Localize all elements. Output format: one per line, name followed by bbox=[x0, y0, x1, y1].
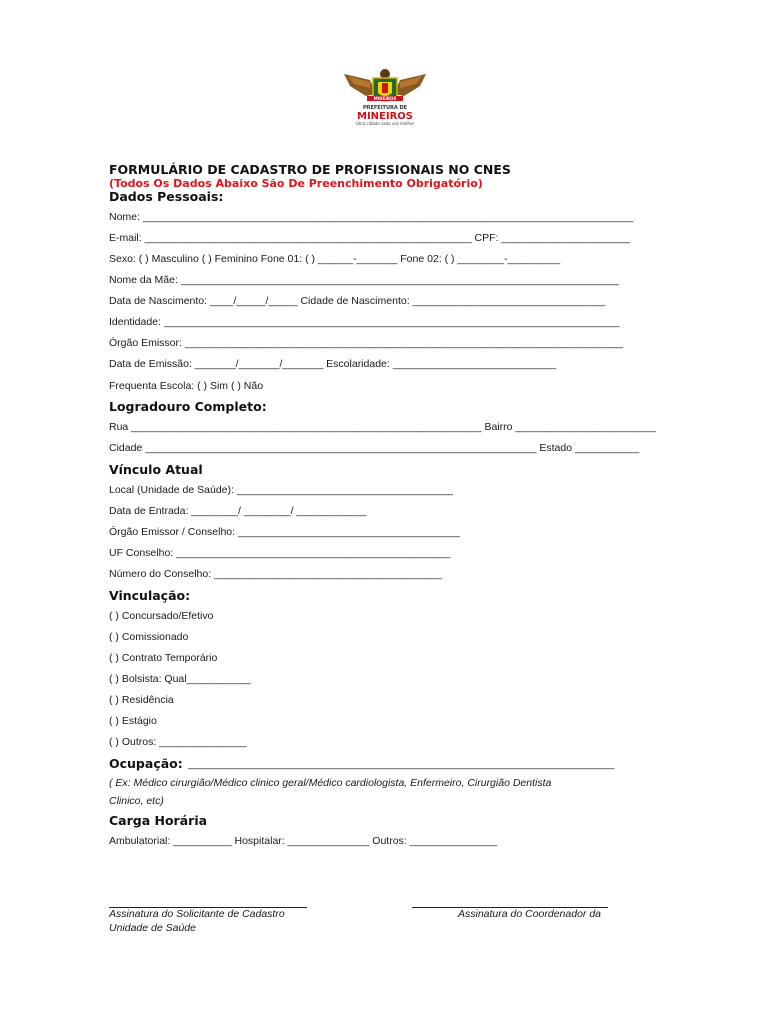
field-frequenta-escola[interactable]: Frequenta Escola: ( ) Sim ( ) Não bbox=[109, 380, 264, 392]
section-carga-horaria: Carga Horária bbox=[109, 813, 208, 828]
field-nascimento[interactable]: Data de Nascimento: ____/_____/_____ Cidade de Nascimento: _________________________________ bbox=[109, 295, 606, 307]
field-carga-horaria[interactable]: Ambulatorial: __________ Hospitalar: ______________ Outros: _______________ bbox=[109, 835, 498, 847]
field-identidade[interactable]: Identidade: ______________________________________________________________________________ bbox=[109, 316, 620, 328]
field-sexo-fones[interactable]: Sexo: ( ) Masculino ( ) Feminino Fone 01: ( ) ______-_______ Fone 02: ( ) ________-_________ bbox=[109, 253, 561, 265]
logo-caption: PREFEITURA DE bbox=[362, 105, 408, 111]
section-ocupacao: Ocupação: bbox=[109, 756, 183, 771]
field-uf-conselho[interactable]: UF Conselho: _______________________________________________ bbox=[109, 547, 451, 559]
field-nome-mae[interactable]: Nome da Mãe: ___________________________________________________________________________ bbox=[109, 274, 619, 286]
option-bolsista[interactable]: ( ) Bolsista: Qual___________ bbox=[109, 673, 251, 685]
signature-label-unidade: Unidade de Saúde bbox=[109, 922, 196, 934]
ocupacao-example-cont: Clinico, etc) bbox=[109, 795, 164, 807]
field-emissao-escolaridade[interactable]: Data de Emissão: _______/_______/_______ Escolaridade: ____________________________ bbox=[109, 358, 557, 370]
field-numero-conselho[interactable]: Número do Conselho: _______________________________________ bbox=[109, 568, 442, 580]
section-vinculacao: Vinculação: bbox=[109, 588, 191, 603]
field-orgao-conselho[interactable]: Órgão Emissor / Conselho: ______________________________________ bbox=[109, 526, 460, 538]
option-residencia[interactable]: ( ) Residência bbox=[109, 694, 174, 706]
section-dados-pessoais: Dados Pessoais: bbox=[109, 189, 224, 204]
form-subtitle: (Todos Os Dados Abaixo São De Preenchimento Obrigatório) bbox=[109, 177, 483, 190]
section-vinculo-atual: Vínculo Atual bbox=[109, 462, 203, 477]
field-local-unidade[interactable]: Local (Unidade de Saúde): _____________________________________ bbox=[109, 484, 453, 496]
option-comissionado[interactable]: ( ) Comissionado bbox=[109, 631, 189, 643]
option-concursado[interactable]: ( ) Concursado/Efetivo bbox=[109, 610, 214, 622]
logo-banner-text: MINEIROS bbox=[373, 96, 397, 102]
field-rua-bairro[interactable]: Rua ____________________________________________________________ Bairro ________________________ bbox=[109, 421, 656, 433]
section-logradouro: Logradouro Completo: bbox=[109, 399, 267, 414]
option-contrato-temporario[interactable]: ( ) Contrato Temporário bbox=[109, 652, 218, 664]
form-title: FORMULÁRIO DE CADASTRO DE PROFISSIONAIS NO CNES bbox=[109, 162, 511, 177]
eagle-crest-icon bbox=[340, 66, 430, 128]
option-outros[interactable]: ( ) Outros: _______________ bbox=[109, 736, 247, 748]
field-ocupacao[interactable]: _________________________________________________________________________ bbox=[188, 758, 615, 770]
option-estagio[interactable]: ( ) Estágio bbox=[109, 715, 157, 727]
field-nome[interactable]: Nome: ____________________________________________________________________________________ bbox=[109, 211, 634, 223]
signature-label-coordenador: Assinatura do Coordenador da bbox=[458, 908, 602, 920]
field-data-entrada[interactable]: Data de Entrada: ________/ ________/ ____________ bbox=[109, 505, 367, 517]
field-email-cpf[interactable]: E-mail: ________________________________________________________ CPF: ______________________ bbox=[109, 232, 630, 244]
field-cidade-estado[interactable]: Cidade ___________________________________________________________________ Estado ___________ bbox=[109, 442, 640, 454]
prefeitura-logo bbox=[340, 66, 430, 128]
field-orgao-emissor[interactable]: Órgão Emissor: ___________________________________________________________________________ bbox=[109, 337, 623, 349]
ocupacao-example: ( Ex: Médico cirurgião/Médico clinico geral/Médico cardiologista, Enfermeiro, Cirurgião Dentista bbox=[109, 777, 552, 789]
signature-label-solicitante: Assinatura do Solicitante de Cadastro bbox=[109, 908, 285, 920]
logo-tagline: Uma cidade cada vez melhor bbox=[355, 121, 415, 126]
logo-name: MINEIROS bbox=[357, 111, 413, 122]
